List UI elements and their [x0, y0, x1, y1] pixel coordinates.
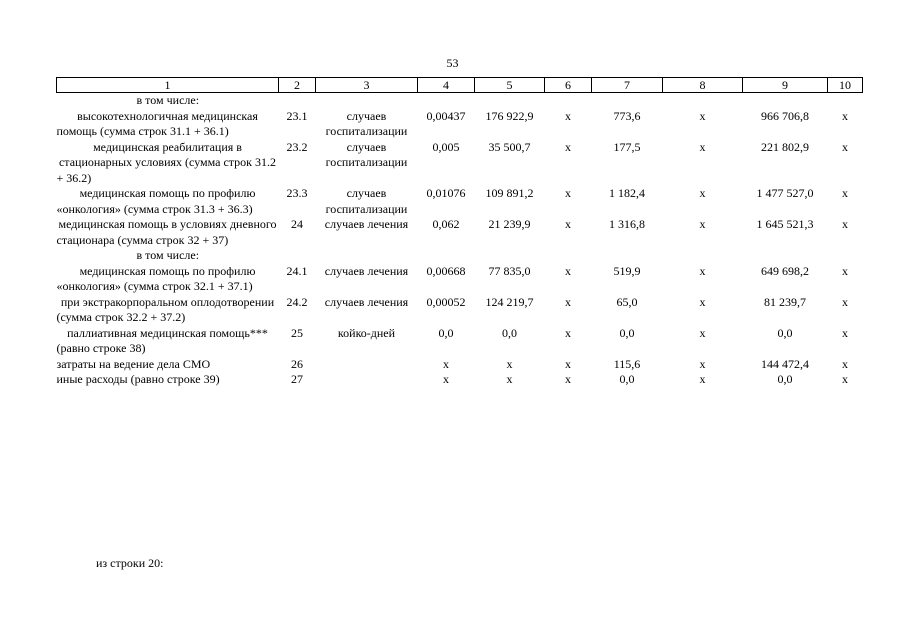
- table-cell-col8: х: [699, 263, 706, 278]
- table-row: [57, 93, 863, 109]
- column-header-4: 4: [418, 78, 475, 93]
- table-cell-col10: [828, 248, 863, 264]
- table-cell-col10: [828, 93, 863, 109]
- table-cell-col8: [663, 93, 743, 109]
- table-cell-col7: 1 182,4: [609, 186, 645, 200]
- table-cell-col6: х: [565, 294, 571, 309]
- table-row: [57, 357, 863, 373]
- table-cell-col10: х: [842, 356, 848, 371]
- table-cell-col9: 81 239,7: [764, 294, 806, 309]
- table-cell-col1: в том числе:: [136, 93, 200, 107]
- table-cell-col2: 23.3: [286, 186, 308, 200]
- table-cell-col7: 519,9: [613, 263, 641, 278]
- table-cell-col2: 24: [291, 217, 303, 231]
- table-cell-col7: [592, 248, 663, 264]
- column-header-1: 1: [57, 78, 279, 93]
- table-cell-col10: х: [842, 186, 848, 200]
- table-cell-col6: х: [565, 108, 571, 123]
- table-cell-col2: 23.1: [286, 108, 308, 123]
- table-cell-col2: 24.2: [286, 294, 308, 309]
- table-cell-col6: х: [565, 263, 571, 278]
- table-cell-col6: х: [565, 217, 571, 231]
- table-cell-col2: [279, 248, 316, 264]
- column-header-2: 2: [279, 78, 316, 93]
- table-cell-col7: 115,6: [613, 356, 641, 371]
- table-cell-col6: х: [565, 356, 571, 371]
- table-cell-col10: х: [842, 325, 848, 340]
- table-cell-col1: затраты на ведение дела СМО: [56, 356, 211, 371]
- table-cell-col8: х: [699, 294, 706, 309]
- table-cell-col5: 35 500,7: [488, 139, 531, 154]
- table-cell-col6: х: [565, 372, 571, 386]
- column-header-8: 8: [663, 78, 743, 93]
- table-cell-col5: 0,0: [502, 325, 517, 340]
- table-cell-col5: [475, 93, 545, 109]
- table-cell-col4: 0,0: [438, 325, 454, 340]
- table-row: [57, 186, 863, 217]
- table-cell-col7: 65,0: [616, 294, 638, 309]
- table-row: [57, 295, 863, 326]
- table-cell-col5: 176 922,9: [485, 108, 534, 123]
- table-cell-col8: х: [699, 108, 706, 123]
- table-cell-col5: 21 239,9: [488, 217, 531, 231]
- column-header-6: 6: [545, 78, 592, 93]
- table-cell-col8: х: [699, 139, 706, 154]
- table-cell-col2: 24.1: [286, 263, 308, 278]
- table-cell-col4: 0,01076: [426, 186, 466, 200]
- table-row: [57, 217, 863, 248]
- table-cell-col10: х: [842, 108, 848, 123]
- table-cell-col1: медицинская реабилитация в стационарных условиях (сумма строк 31.2 + 36.2): [56, 139, 277, 185]
- table-cell-col9: 1 645 521,3: [756, 217, 814, 231]
- footer-note: из строки 20:: [96, 556, 164, 570]
- table-cell-col2: 27: [291, 372, 303, 386]
- table-cell-col4: 0,005: [432, 139, 460, 154]
- table-cell-col4: 0,00668: [426, 263, 466, 278]
- table-cell-col8: х: [699, 325, 706, 340]
- table-cell-col8: х: [699, 372, 706, 386]
- table-cell-col2: 26: [291, 356, 303, 371]
- table-cell-col5: 124 219,7: [485, 294, 534, 309]
- table-cell-col3: случаев лечения: [324, 263, 409, 278]
- table-cell-col4: х: [443, 356, 449, 371]
- table-cell-col8: [663, 248, 743, 264]
- table-cell-col9: 221 802,9: [761, 139, 809, 154]
- table-cell-col6: х: [565, 139, 571, 154]
- table-cell-col1: в том числе:: [136, 248, 200, 262]
- table-cell-col7: [592, 93, 663, 109]
- table-cell-col2: 25: [291, 325, 303, 340]
- table-cell-col7: 0,0: [619, 325, 635, 340]
- table-cell-col2: 23.2: [286, 139, 308, 154]
- table-cell-col6: [545, 248, 592, 264]
- column-header-5: 5: [475, 78, 545, 93]
- table-cell-col4: [418, 93, 475, 109]
- table-cell-col9: 0,0: [777, 325, 793, 340]
- table-cell-col10: х: [842, 217, 848, 231]
- table-cell-col9: 144 472,4: [761, 356, 809, 371]
- column-header-9: 9: [743, 78, 828, 93]
- table-cell-col5: х: [506, 356, 513, 371]
- table-cell-col3: случаев госпитализации: [325, 139, 408, 169]
- table-cell-col3: случаев госпитализации: [325, 108, 408, 138]
- table-body: [57, 93, 863, 388]
- table-cell-col1: высокотехнологичная медицинская помощь (сумма строк 31.1 + 36.1): [56, 108, 258, 138]
- table-row: [57, 109, 863, 140]
- table-cell-col4: 0,00052: [426, 294, 466, 309]
- table-cell-col4: 0,00437: [426, 108, 466, 123]
- table-cell-col10: х: [842, 294, 848, 309]
- header-row: [57, 78, 863, 93]
- table-cell-col4: [418, 248, 475, 264]
- column-header-10: 10: [828, 78, 863, 93]
- table-cell-col9: [743, 93, 828, 109]
- table-cell-col10: х: [842, 139, 848, 154]
- table-cell-col9: 0,0: [777, 372, 793, 386]
- table-cell-col1: медицинская помощь в условиях дневного стационара (сумма строк 32 + 37): [56, 217, 277, 247]
- data-table: [56, 77, 863, 388]
- table-cell-col5: х: [506, 372, 513, 386]
- table-cell-col1: при экстракорпоральном оплодотворении (сумма строк 32.2 + 37.2): [56, 294, 275, 324]
- table-cell-col10: х: [842, 372, 848, 386]
- table-row: [57, 372, 863, 388]
- table-cell-col1: медицинская помощь по профилю «онкология» (сумма строк 32.1 + 37.1): [56, 263, 256, 293]
- table-row: [57, 326, 863, 357]
- table-cell-col7: 1 316,8: [609, 217, 645, 231]
- column-header-7: 7: [592, 78, 663, 93]
- table-cell-col6: х: [565, 325, 571, 340]
- table-cell-col3: случаев лечения: [324, 217, 409, 231]
- table-cell-col3: [316, 93, 418, 109]
- table-cell-col5: 109 891,2: [485, 186, 534, 200]
- table-row: [57, 264, 863, 295]
- table-cell-col7: 0,0: [619, 372, 635, 386]
- table-row: [57, 140, 863, 187]
- page-number: 53: [446, 56, 459, 70]
- table-cell-col5: 77 835,0: [488, 263, 531, 278]
- table-cell-col7: 177,5: [613, 139, 641, 154]
- table-cell-col1: медицинская помощь по профилю «онкология» (сумма строк 31.3 + 36.3): [56, 186, 256, 216]
- table-cell-col10: х: [842, 263, 848, 278]
- table-cell-col2: [279, 93, 316, 109]
- table-cell-col9: [743, 248, 828, 264]
- table-cell-col8: х: [699, 356, 706, 371]
- table-cell-col3: случаев госпитализации: [325, 186, 408, 216]
- table-cell-col9: 649 698,2: [761, 263, 809, 278]
- table-cell-col6: [545, 93, 592, 109]
- table-cell-col3: [316, 357, 418, 373]
- table-cell-col5: [475, 248, 545, 264]
- table-cell-col4: 0,062: [432, 217, 460, 231]
- table-cell-col3: койко-дней: [337, 325, 396, 340]
- column-header-3: 3: [316, 78, 418, 93]
- table-cell-col8: х: [699, 217, 706, 231]
- table-cell-col4: х: [443, 372, 449, 386]
- table-cell-col9: 966 706,8: [761, 108, 809, 123]
- table-cell-col3: [316, 248, 418, 264]
- table-cell-col1: паллиативная медицинская помощь*** (равно строке 38): [56, 325, 268, 355]
- table-cell-col7: 773,6: [613, 108, 641, 123]
- table-cell-col6: х: [565, 186, 571, 200]
- table-cell-col3: [316, 372, 418, 388]
- table-cell-col3: случаев лечения: [324, 294, 409, 309]
- table-cell-col9: 1 477 527,0: [756, 186, 814, 200]
- table-row: [57, 248, 863, 264]
- table-cell-col8: х: [699, 186, 706, 200]
- table-cell-col1: иные расходы (равно строке 39): [56, 372, 220, 386]
